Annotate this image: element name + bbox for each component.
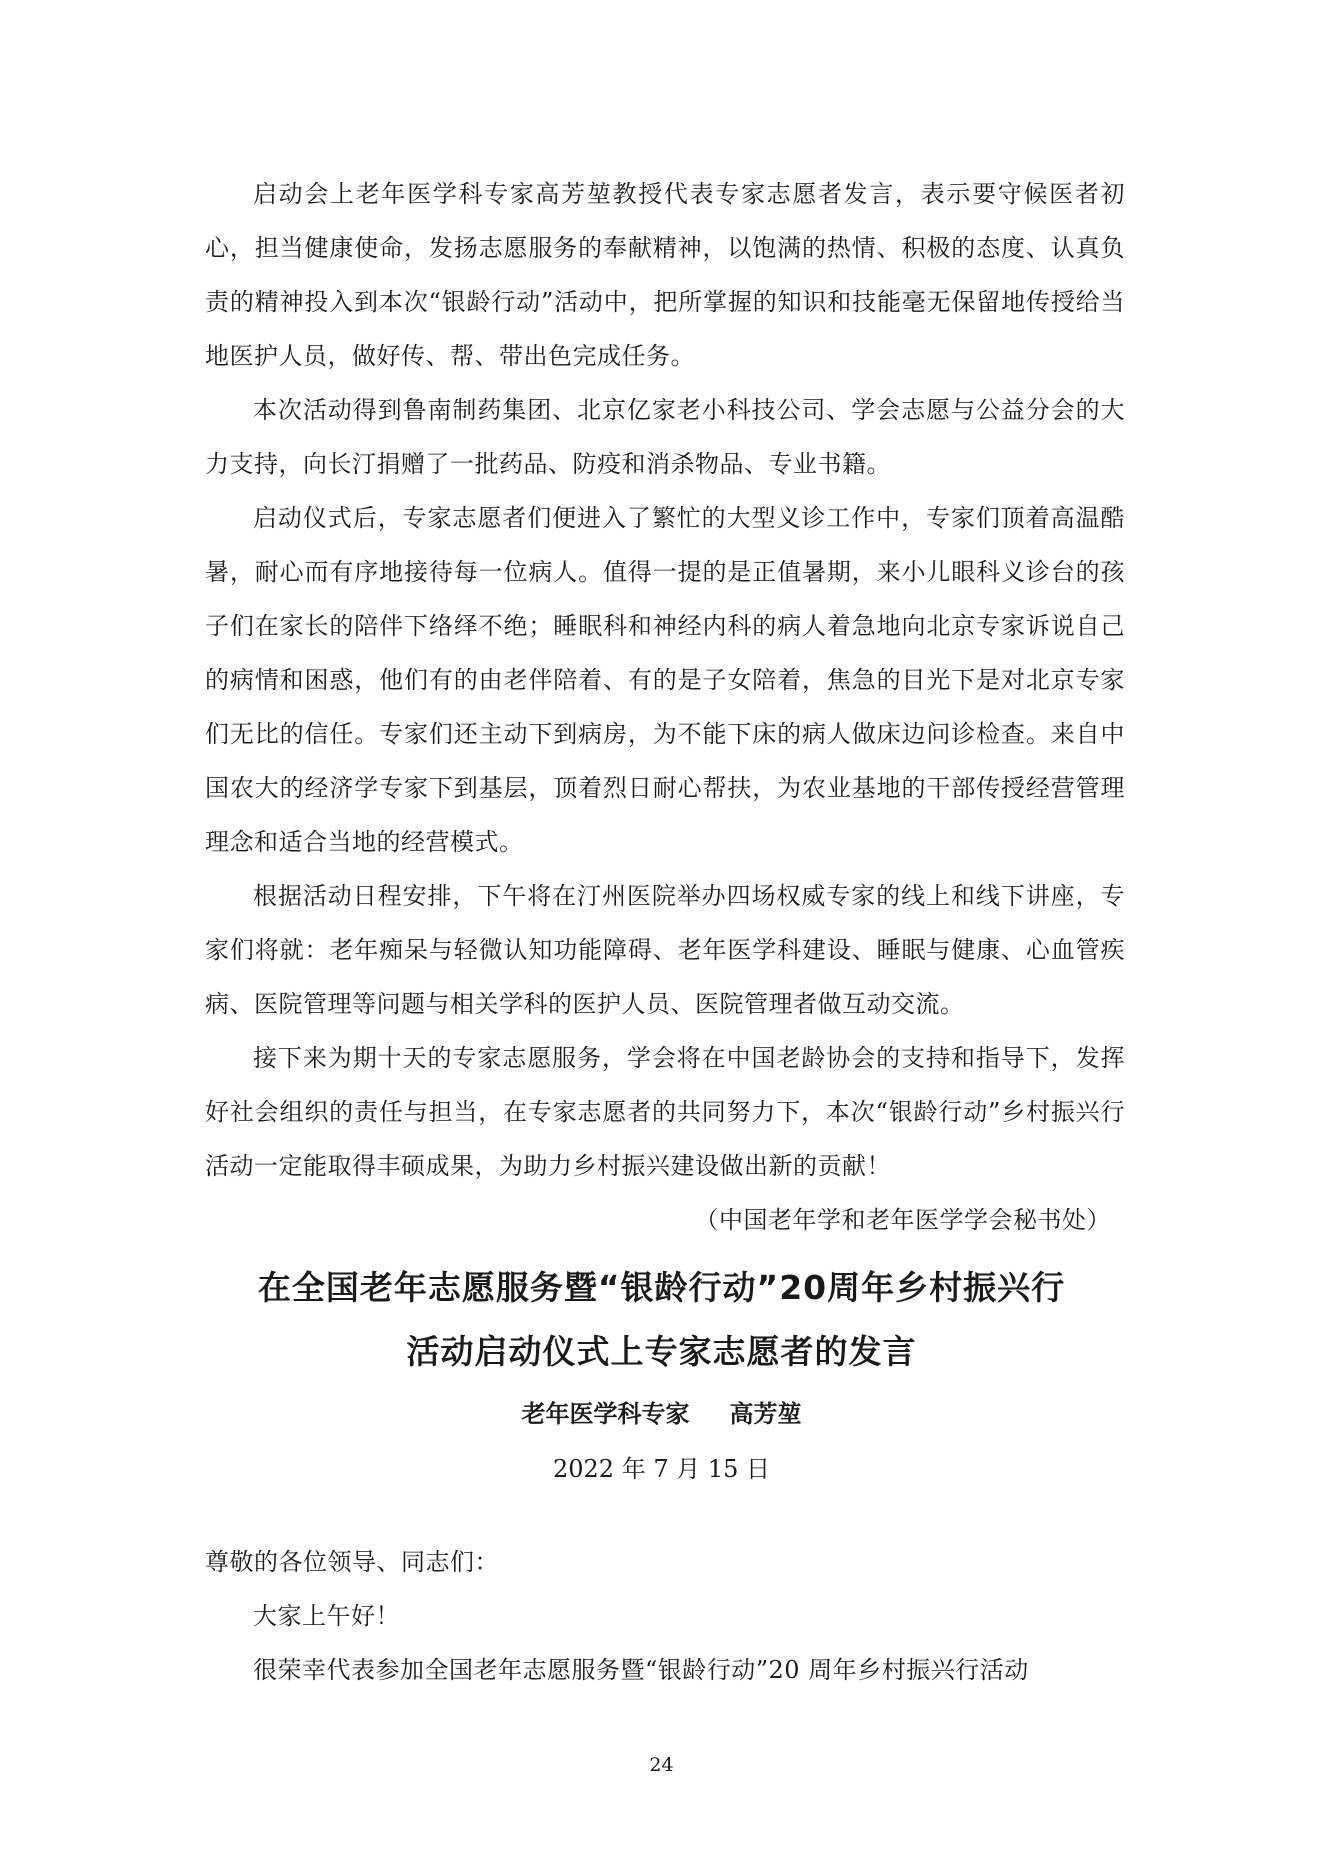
author-name: 高芳堃 [729,1399,802,1428]
paragraph: 启动会上老年医学科专家高芳堃教授代表专家志愿者发言，表示要守候医者初心，担当健康使命，发扬志愿服务的奉献精神，以饱满的热情、积极的态度、认真负责的精神投入到本次“银龄行动”活动中，把所掌握的知识和技能毫无保留地传授给当地医护人员，做好传、帮、带出色完成任务。 [205,180,1125,370]
author-byline [0,1394,1323,1434]
author-role: 老年医学科专家 [521,1399,690,1428]
paragraph: 本次活动得到鲁南制药集团、北京亿家老小科技公司、学会志愿与公益分会的大力支持，向长汀捐赠了一批药品、防疫和消杀物品、专业书籍。 [205,396,1125,478]
paragraph: 很荣幸代表参加全国老年志愿服务暨“银龄行动”20 周年乡村振兴行活动 [253,1656,1029,1684]
speech-body [205,1535,1125,1697]
article-body-continued [205,167,1125,1247]
speech-date: 2022 年 7 月 15 日 [552,1455,771,1483]
paragraph: 根据活动日程安排，下午将在汀州医院举办四场权威专家的线上和线下讲座，专家们将就：老年痴呆与轻微认知功能障碍、老年医学科建设、睡眠与健康、心血管疾病、医院管理等问题与相关学科的医护人员、医院管理者做互动交流。 [205,882,1125,1018]
paragraph: 大家上午好！ [253,1602,400,1630]
article-signature: （中国老年学和老年医学学会秘书处） [694,1206,1111,1234]
salutation: 尊敬的各位领导、同志们： [205,1548,499,1576]
article-title-line-2: 活动启动仪式上专家志愿者的发言 [406,1332,917,1371]
article-title [0,1256,1323,1384]
paragraph: 接下来为期十天的专家志愿服务，学会将在中国老龄协会的支持和指导下，发挥好社会组织的责任与担当，在专家志愿者的共同努力下，本次“银龄行动”乡村振兴行活动一定能取得丰硕成果，为助力乡村振兴建设做出新的贡献！ [205,1044,1125,1180]
paragraph: 启动仪式后，专家志愿者们便进入了繁忙的大型义诊工作中，专家们顶着高温酷暑，耐心而有序地接待每一位病人。值得一提的是正值暑期，来小儿眼科义诊台的孩子们在家长的陪伴下络绎不绝；睡眠科和神经内科的病人着急地向北京专家诉说自己的病情和困惑，他们有的由老伴陪着、有的是子女陪着，焦急的目光下是对北京专家们无比的信任。专家们还主动下到病房，为不能下床的病人做床边问诊检查。来自中国农大的经济学专家下到基层，顶着烈日耐心帮扶，为农业基地的干部传授经营管理理念和适合当地的经营模式。 [205,504,1125,856]
article-title-line-1: 在全国老年志愿服务暨“银龄行动”20周年乡村振兴行 [257,1268,1066,1307]
page-number: 24 [649,1754,674,1776]
